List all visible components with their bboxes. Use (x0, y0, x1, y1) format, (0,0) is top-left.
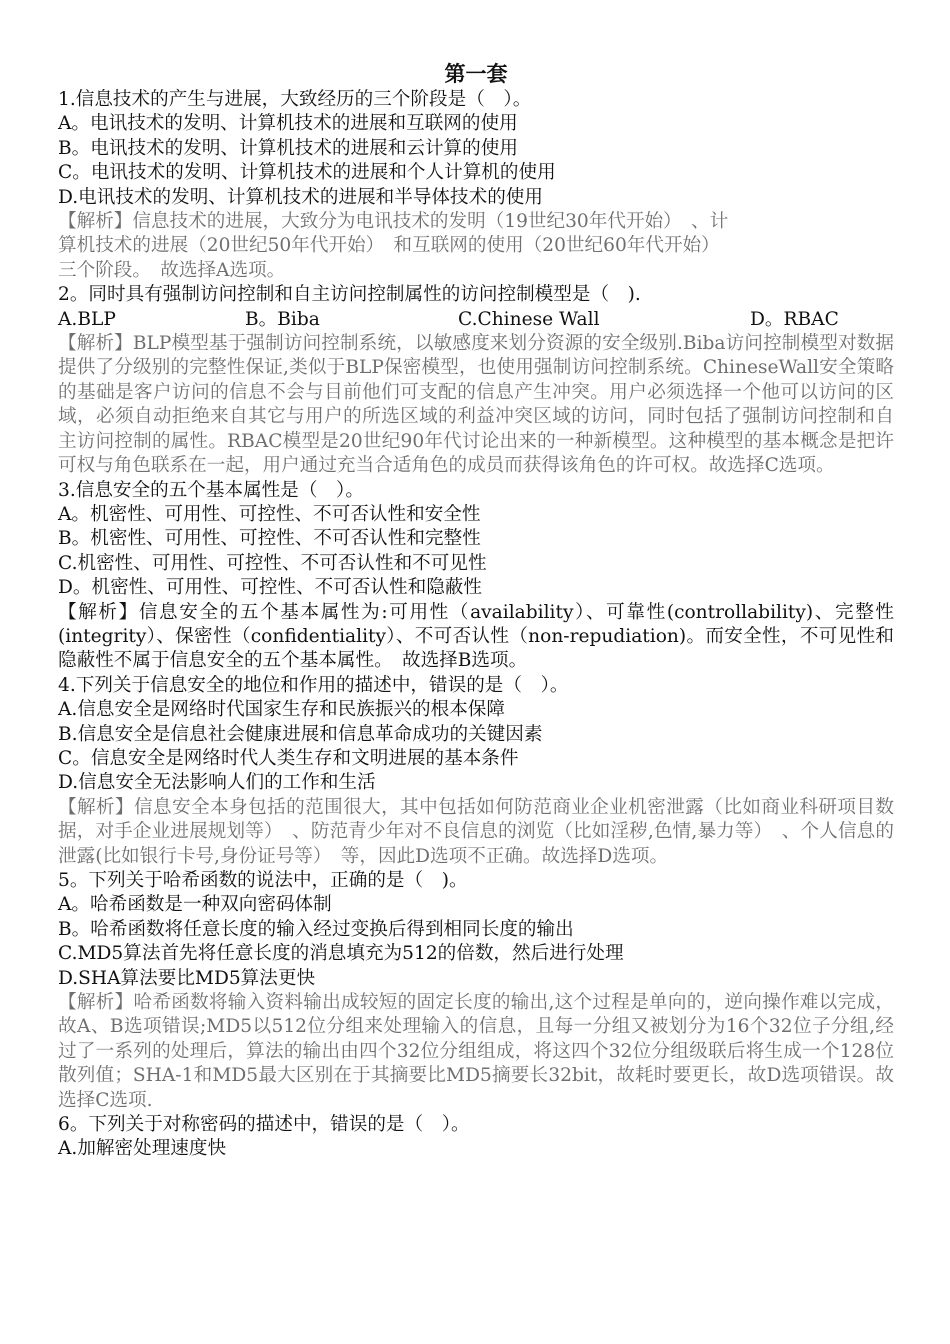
q1-analysis-line-3: 三个阶段。 故选择A选项。 (58, 259, 286, 281)
q1-option-c: C。电讯技术的发明、计算机技术的进展和个人计算机的使用 (58, 162, 556, 184)
q4-analysis: 【解析】信息安全本身包括的范围很大，其中包括如何防范商业企业机密泄露（比如商业科研项目数据，对手企业进展规划等） 、防范青少年对不良信息的浏览（比如淫秽,色情,暴力等） 、个人信息的泄露(比如银行卡号,身份证号等） 等，因此D选项不正确。故选择D选项。 (58, 796, 894, 867)
q6-option-a: A.加解密处理速度快 (58, 1138, 227, 1160)
q1-option-d: D.电讯技术的发明、计算机技术的进展和半导体技术的使用 (58, 186, 543, 208)
q2-option-c: C.Chinese Wall (458, 308, 600, 330)
q6-stem: 6。下列关于对称密码的描述中，错误的是（ ）。 (58, 1114, 470, 1136)
q3-option-a: A。机密性、可用性、可控性、不可否认性和安全性 (58, 503, 481, 525)
q5-option-a: A。哈希函数是一种双向密码体制 (58, 894, 332, 916)
q4-stem: 4.下列关于信息安全的地位和作用的描述中，错误的是（ ）。 (58, 674, 569, 696)
q3-option-c: C.机密性、可用性、可控性、不可否认性和不可见性 (58, 552, 487, 574)
q3-option-b: B。机密性、可用性、可控性、不可否认性和完整性 (58, 528, 481, 550)
q2-option-b: B。Biba (245, 308, 320, 330)
q5-option-b: B。哈希函数将任意长度的输入经过变换后得到相同长度的输出 (58, 918, 574, 940)
q1-stem: 1.信息技术的产生与进展，大致经历的三个阶段是（ ）。 (58, 89, 532, 110)
q4-option-c: C。信息安全是网络时代人类生存和文明进展的基本条件 (58, 747, 519, 769)
q1-analysis-line-2: 算机技术的进展（20世纪50年代开始） 和互联网的使用（20世纪60年代开始） (58, 235, 720, 257)
q4-option-d: D.信息安全无法影响人们的工作和生活 (58, 772, 376, 794)
q2-analysis: 【解析】BLP模型基于强制访问控制系统，以敏感度来划分资源的安全级别.Biba访问控制模型对数据提供了分级别的完整性保证,类似于BLP保密模型，也使用强制访问控制系统。ChineseWall安全策略的基础是客户访问的信息不会与目前他们可支配的信息产生冲突。用户必须选择一个他可以访问的区域，必须自动拒绝来自其它与用户的所选区域的利益冲突区域的访问，同时包括了强制访问控制和自主访问控制的属性。RBAC模型是20世纪90年代讨论出来的一种新模型。这种模型的基本概念是把许可权与角色联系在一起，用户通过充当合适角色的成员而获得该角色的许可权。故选择C选项。 (58, 333, 894, 477)
page-title: 第一套 (444, 61, 508, 86)
q2-options-row (58, 308, 894, 332)
q2-option-d: D。RBAC (750, 308, 839, 330)
q1-option-a: A。电讯技术的发明、计算机技术的进展和互联网的使用 (58, 113, 518, 135)
q1-option-b: B。电讯技术的发明、计算机技术的进展和云计算的使用 (58, 137, 518, 159)
q5-option-d: D.SHA算法要比MD5算法更快 (58, 967, 316, 989)
q1-analysis-line-1: 【解析】信息技术的进展，大致分为电讯技术的发明（19世纪30年代开始） 、计 (58, 211, 729, 233)
q1-analysis (58, 210, 894, 283)
q3-stem: 3.信息安全的五个基本属性是（ ）。 (58, 479, 364, 501)
q5-analysis: 【解析】哈希函数将输入资料输出成较短的固定长度的输出,这个过程是单向的，逆向操作难以完成，故A、B选项错误;MD5以512位分组来处理输入的信息，且每一分组又被划分为16个32位子分组,经过了一系列的处理后，算法的输出由四个32位分组组成，将这四个32位分组级联后将生成一个128位散列值；SHA-1和MD5最大区别在于其摘要比MD5摘要长32bit，故耗时要更长，故D选项错误。故选择C选项. (58, 992, 894, 1111)
q2-stem: 2。同时具有强制访问控制和自主访问控制属性的访问控制模型是（ ). (58, 284, 641, 306)
q5-stem: 5。下列关于哈希函数的说法中，正确的是（ )。 (58, 870, 468, 891)
q4-option-a: A.信息安全是网络时代国家生存和民族振兴的根本保障 (58, 699, 505, 721)
q3-analysis: 【解析】信息安全的五个基本属性为:可用性（availability）、可靠性(controllability)、完整性(integrity）、保密性（confidentiality）、不可否认性（non-repudiation)。而安全性，不可见性和隐蔽性不属于信息安全的五个基本属性。 故选择B选项。 (58, 601, 894, 672)
q5-option-c: C.MD5算法首先将任意长度的消息填充为512的倍数，然后进行处理 (58, 943, 624, 965)
q2-option-a: A.BLP (58, 308, 116, 330)
q4-option-b: B.信息安全是信息社会健康进展和信息革命成功的关键因素 (58, 723, 543, 745)
q3-option-d: D。机密性、可用性、可控性、不可否认性和隐蔽性 (58, 577, 482, 599)
